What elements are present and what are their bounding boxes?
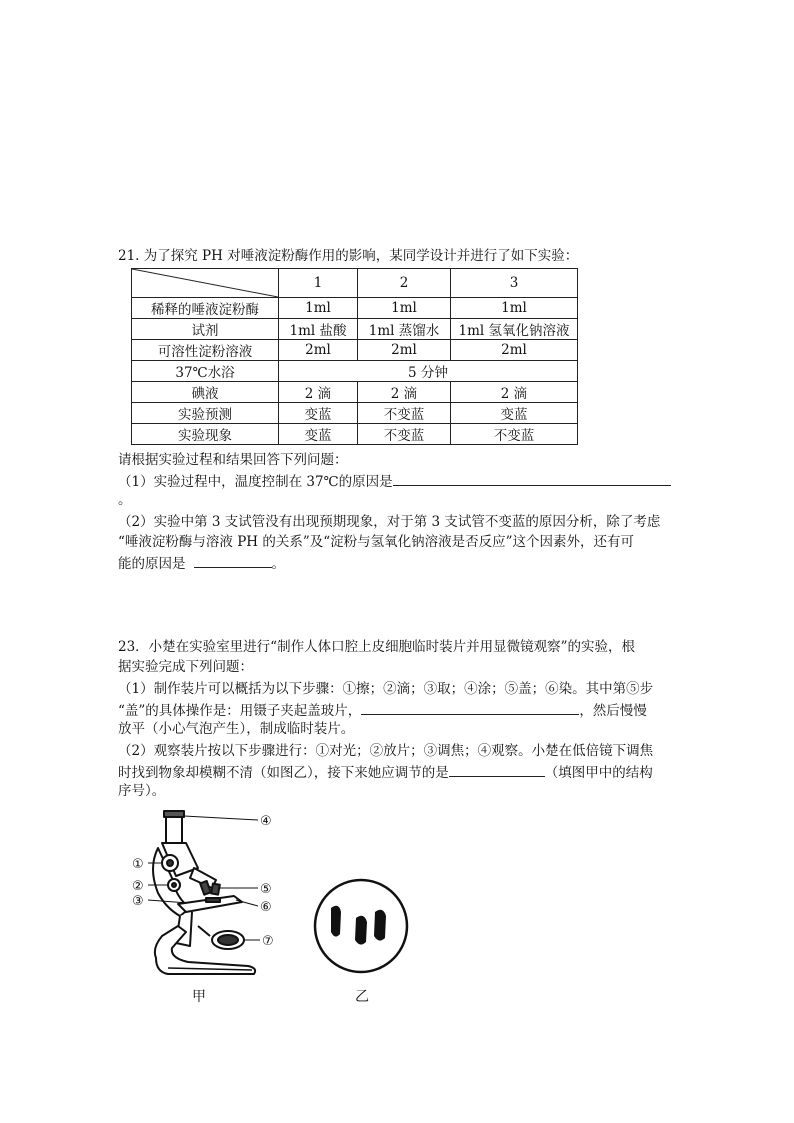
table-cell: 变蓝 (279, 403, 358, 424)
table-cell: 1ml (279, 298, 358, 319)
diagonal-line (132, 269, 278, 297)
row-label: 37℃水浴 (132, 361, 279, 382)
answer-blank-q21-1[interactable] (393, 470, 671, 486)
q21-part1-text: （1）实验过程中，温度控制在 37℃的原因是 (118, 474, 393, 490)
table-cell: 2ml (451, 340, 578, 361)
table-cell: 2 滴 (279, 382, 358, 403)
row-label: 实验现象 (132, 424, 279, 445)
q21-part2-end: 。 (271, 556, 285, 572)
table-cell: 1ml (451, 298, 578, 319)
table-cell: 1ml (358, 298, 451, 319)
callout-6: ⑥ (260, 900, 272, 915)
q23-part2-line1: （2）观察装片按以下步骤进行：①对光；②放片；③调焦；④观察。小楚在低倍镜下调焦 (118, 743, 654, 759)
row-label: 碘液 (132, 382, 279, 403)
table-row (132, 340, 578, 361)
q21-part2-line3 (118, 552, 285, 574)
table-cell: 不变蓝 (358, 403, 451, 424)
answer-blank-q23-1[interactable] (361, 699, 579, 715)
table-cell: 变蓝 (279, 424, 358, 445)
q21-part2-line1: （2）实验中第 3 支试管没有出现预期现象，对于第 3 支试管不变蓝的原因分析，除了考虑 (118, 514, 661, 530)
q21-part1 (118, 470, 671, 492)
table-row (132, 298, 578, 319)
table-header-row (132, 269, 578, 298)
q23-part1-text-a: “盖”的具体操作是：用镊子夹起盖玻片， (118, 703, 362, 719)
callout-2: ② (132, 879, 144, 894)
q23-part2-text-a: 时找到物象却模糊不清（如图乙），接下来她应调节的是 (118, 765, 449, 781)
callout-4: ④ (260, 814, 272, 829)
microscope-figure (128, 808, 288, 983)
table-cell: 1ml 氢氧化钠溶液 (451, 319, 578, 340)
q23-part1-text-b: ，然后慢慢 (579, 703, 647, 719)
header-tube-3: 3 (451, 269, 578, 298)
q21-part2-line2: “唾液淀粉酶与溶液 PH 的关系”及“淀粉与氢氧化钠溶液是否反应”这个因素外，还有可 (118, 534, 635, 550)
diagonal-header-cell (132, 269, 279, 298)
q21-prompt: 请根据实验过程和结果回答下列问题： (118, 452, 348, 468)
header-tube-1: 1 (279, 269, 358, 298)
experiment-table (131, 268, 578, 445)
blurry-view-figure (311, 876, 411, 976)
table-cell: 2ml (358, 340, 451, 361)
q23-part1-line2 (118, 699, 647, 721)
q21-part2-text: 能的原因是 (118, 556, 186, 572)
table-row (132, 403, 578, 424)
answer-blank-q21-2[interactable] (194, 552, 272, 568)
callout-7: ⑦ (262, 934, 274, 949)
q23-line2: 据实验完成下列问题： (118, 659, 253, 675)
q23-part2-line3: 序号）。 (118, 783, 166, 799)
table-cell: 不变蓝 (451, 424, 578, 445)
table-cell: 不变蓝 (358, 424, 451, 445)
table-row (132, 382, 578, 403)
table-cell: 2ml (279, 340, 358, 361)
header-tube-2: 2 (358, 269, 451, 298)
q21-intro: 21. 为了探究 PH 对唾液淀粉酶作用的影响，某同学设计并进行了如下实验： (118, 248, 579, 264)
table-cell: 1ml 蒸馏水 (358, 319, 451, 340)
table-row (132, 424, 578, 445)
q23-part2-text-b: （填图甲中的结构 (544, 765, 653, 781)
answer-blank-q23-2[interactable] (449, 761, 545, 777)
table-row (132, 319, 578, 340)
q21-part1-end: 。 (118, 492, 132, 508)
table-cell: 2 滴 (358, 382, 451, 403)
figure-jia-caption: 甲 (192, 989, 206, 1005)
callout-1: ① (132, 857, 144, 872)
figure-yi-caption: 乙 (355, 989, 369, 1005)
callout-3: ③ (132, 894, 144, 909)
table-cell: 变蓝 (451, 403, 578, 424)
table-cell: 2 滴 (451, 382, 578, 403)
row-label: 可溶性淀粉溶液 (132, 340, 279, 361)
q23-line1: 23．小楚在实验室里进行“制作人体口腔上皮细胞临时装片并用显微镜观察”的实验，根 (118, 639, 635, 655)
table-row (132, 361, 578, 382)
row-label: 实验预测 (132, 403, 279, 424)
table-cell: 1ml 盐酸 (279, 319, 358, 340)
table-cell-merged: 5 分钟 (279, 361, 578, 382)
q23-part2-line2 (118, 761, 653, 783)
q23-part1-line3: 放平（小心气泡产生），制成临时装片。 (118, 721, 355, 737)
callout-5: ⑤ (260, 882, 272, 897)
q23-part1-line1: （1）制作装片可以概括为以下步骤：①擦；②滴；③取；④涂；⑤盖；⑥染。其中第⑤步 (118, 681, 654, 697)
row-label: 稀释的唾液淀粉酶 (132, 298, 279, 319)
row-label: 试剂 (132, 319, 279, 340)
